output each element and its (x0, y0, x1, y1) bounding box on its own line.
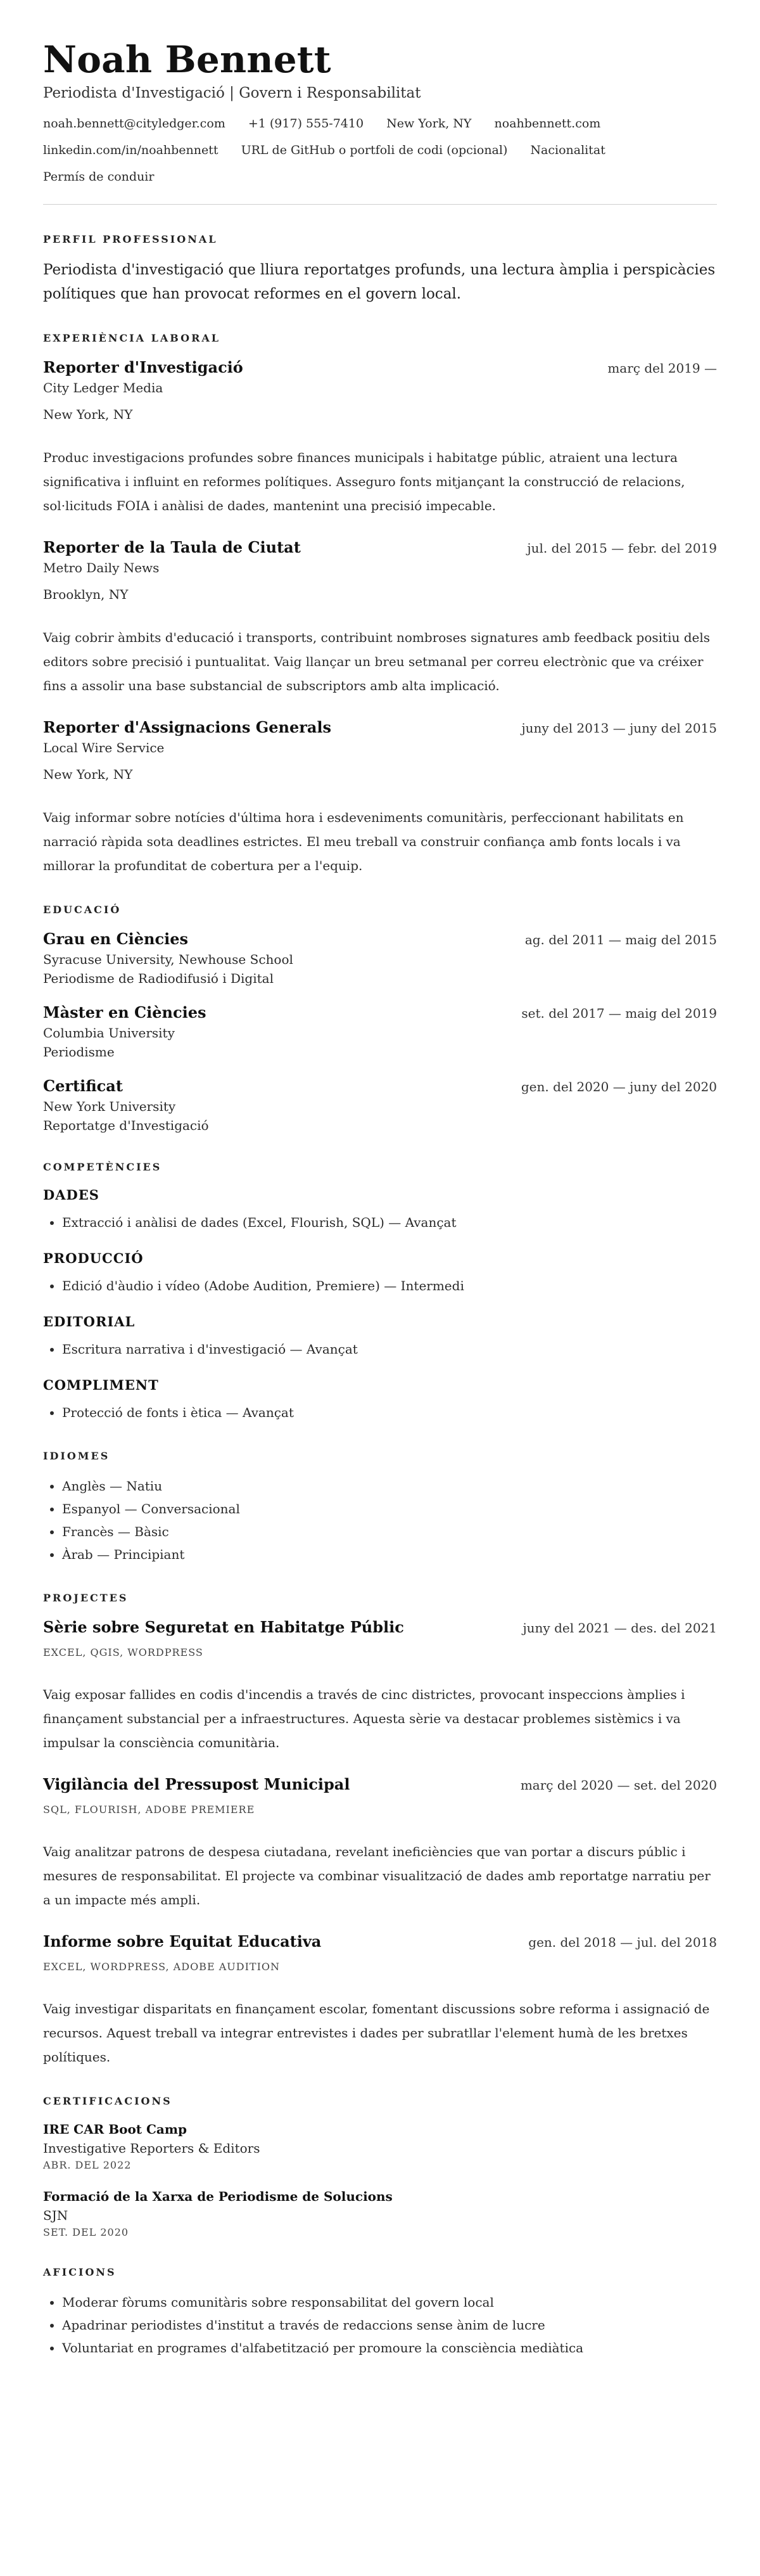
education-entry (43, 1002, 717, 1061)
contact-phone[interactable]: +1 (917) 555-7410 (248, 117, 364, 131)
project-entry (43, 1617, 717, 1755)
certifications-section (43, 2094, 717, 2240)
contact-linkedin[interactable]: linkedin.com/in/noahbennett (43, 143, 218, 157)
job-description: Vaig informar sobre notícies d'última hora i esdeveniments comunitàris, perfeccionant habilitats en narració ràpida sota deadlines estrictes. El meu treball va construir confiança amb fonts locals i va millorar la profunditat de cobertura per a l'equip. (43, 810, 684, 873)
job-location: New York, NY (43, 767, 133, 782)
employer: City Ledger Media (43, 380, 163, 395)
job-dates: jul. del 2015 — febr. del 2019 (527, 541, 717, 556)
education-section (43, 903, 717, 1135)
skills-section (43, 1160, 717, 1424)
skill-category: PRODUCCIÓ (43, 1250, 144, 1266)
language-item: • Espanyol — Conversacional (62, 1497, 717, 1520)
hobbies-section (43, 2265, 717, 2359)
job-dates: juny del 2013 — juny del 2015 (521, 721, 717, 736)
job-dates: març del 2019 — (607, 361, 717, 376)
project-name: Informe sobre Equitat Educativa (43, 1932, 322, 1951)
job-title: Reporter de la Taula de Ciutat (43, 538, 301, 556)
employer: Metro Daily News (43, 560, 160, 575)
degree: Màster en Ciències (43, 1003, 206, 1022)
section-title: PROJECTES (43, 1592, 129, 1604)
project-name: Vigilància del Pressupost Municipal (43, 1775, 350, 1793)
certification-date: ABR. DEL 2022 (43, 2159, 132, 2171)
skill-list (43, 1338, 717, 1361)
languages-section (43, 1449, 717, 1566)
skill-list (43, 1401, 717, 1424)
job-title: Reporter d'Investigació (43, 358, 243, 376)
section-title: AFICIONS (43, 2266, 117, 2278)
contact-github[interactable]: URL de GitHub o portfoli de codi (opcional) (241, 143, 508, 157)
project-entry (43, 1774, 717, 1912)
project-description: Vaig exposar fallides en codis d'incendis a través de cinc districtes, provocant inspeccions àmplies i finançament substancial per a infraestructures. Aquesta sèrie va destacar problemes sistèmics i va impulsar la consciència comunitària. (43, 1687, 685, 1750)
language-item: • Àrab — Principiant (62, 1543, 717, 1566)
section-title: PERFIL PROFESSIONAL (43, 233, 218, 245)
degree: Certificat (43, 1077, 123, 1095)
school: New York University (43, 1099, 176, 1114)
section-title: EDUCACIÓ (43, 904, 122, 916)
contact-driving-license: Permís de conduir (43, 170, 155, 184)
certification-date: SET. DEL 2020 (43, 2226, 129, 2238)
hobby-item: • Voluntariat en programes d'alfabetització per promoure la consciència mediàtica (62, 2336, 717, 2359)
project-tech: EXCEL, QGIS, WORDPRESS (43, 1646, 203, 1658)
project-name: Sèrie sobre Seguretat en Habitatge Públic (43, 1618, 404, 1636)
field-of-study: Periodisme de Radiodifusió i Digital (43, 971, 274, 986)
skill-category: COMPLIMENT (43, 1377, 159, 1393)
certification-name: Formació de la Xarxa de Periodisme de Solucions (43, 2189, 393, 2204)
employer: Local Wire Service (43, 740, 165, 755)
experience-entry (43, 537, 717, 698)
education-dates: set. del 2017 — maig del 2019 (521, 1006, 717, 1021)
experience-section (43, 331, 717, 878)
project-dates: gen. del 2018 — jul. del 2018 (528, 1935, 717, 1950)
school: Columbia University (43, 1025, 175, 1041)
education-entry (43, 928, 717, 988)
project-description: Vaig investigar disparitats en finançament escolar, fomentant discussions sobre reforma i assignació de recursos. Aquest treball va integrar entrevistes i dades per subratllar l'element humà de les bretxes polítiques. (43, 2001, 710, 2065)
job-title: Reporter d'Assignacions Generals (43, 718, 332, 736)
project-description: Vaig analitzar patrons de despesa ciutadana, revelant ineficiències que van portar a discurs públic i mesures de responsabilitat. El projecte va combinar visualització de dades amb reportatge narratiu per a un impacte més ampli. (43, 1844, 711, 1907)
section-title: CERTIFICACIONS (43, 2095, 172, 2107)
field-of-study: Reportatge d'Investigació (43, 1118, 209, 1133)
project-dates: juny del 2021 — des. del 2021 (522, 1620, 717, 1636)
job-description: Vaig cobrir àmbits d'educació i transports, contribuint nombroses signatures amb feedback positiu dels editors sobre precisió i puntualitat. Vaig llançar un breu setmanal per correu electrònic que va créixer fins a assolir una base substancial de subscriptors amb alta implicació. (43, 630, 711, 693)
contact-website[interactable]: noahbennett.com (494, 117, 601, 131)
degree: Grau en Ciències (43, 930, 189, 948)
skill-list (43, 1211, 717, 1234)
experience-entry (43, 357, 717, 518)
project-tech: SQL, FLOURISH, ADOBE PREMIERE (43, 1804, 255, 1816)
job-location: New York, NY (43, 407, 133, 422)
hobby-list (43, 2291, 717, 2359)
project-tech: EXCEL, WORDPRESS, ADOBE AUDITION (43, 1961, 280, 1973)
language-item: • Francès — Bàsic (62, 1520, 717, 1543)
skill-category: EDITORIAL (43, 1314, 136, 1330)
contact-location: New York, NY (386, 117, 472, 131)
education-entry (43, 1075, 717, 1135)
experience-entry (43, 717, 717, 878)
school: Syracuse University, Newhouse School (43, 952, 293, 967)
contact-nationality: Nacionalitat (530, 143, 605, 157)
project-entry (43, 1931, 717, 2069)
projects-section (43, 1591, 717, 2069)
job-location: Brooklyn, NY (43, 587, 129, 602)
certification-name: IRE CAR Boot Camp (43, 2122, 187, 2137)
job-description: Produc investigacions profundes sobre finances municipals i habitatge públic, atraient una lectura significativa i influint en reformes polítiques. Asseguro fonts mitjançant la construcció de relacions, sol·licituds FOIA i anàlisi de dades, mantenint una precisió impecable. (43, 450, 685, 513)
education-dates: ag. del 2011 — maig del 2015 (524, 932, 717, 947)
skill-category: DADES (43, 1187, 99, 1203)
language-item: • Anglès — Natiu (62, 1475, 717, 1497)
contact-info (43, 114, 717, 194)
skill-item: • Protecció de fonts i ètica — Avançat (62, 1401, 717, 1424)
skill-list (43, 1274, 717, 1297)
field-of-study: Periodisme (43, 1044, 115, 1060)
skill-item: • Extracció i anàlisi de dades (Excel, Flourish, SQL) — Avançat (62, 1211, 717, 1234)
certification-entry (43, 2120, 717, 2173)
certification-entry (43, 2187, 717, 2240)
hobby-item: • Moderar fòrums comunitàris sobre responsabilitat del govern local (62, 2291, 717, 2314)
summary-text: Periodista d'investigació que lliura reportatges profunds, una lectura àmplia i perspicàcies polítiques que han provocat reformes en el govern local. (43, 262, 716, 302)
language-list (43, 1475, 717, 1566)
headline: Periodista d'Investigació | Govern i Responsabilitat (43, 85, 421, 101)
header-divider (43, 204, 717, 205)
certification-issuer: SJN (43, 2208, 68, 2223)
education-dates: gen. del 2020 — juny del 2020 (521, 1079, 717, 1094)
section-title: IDIOMES (43, 1450, 110, 1462)
certification-issuer: Investigative Reporters & Editors (43, 2141, 260, 2156)
summary-section (43, 233, 717, 306)
section-title: EXPERIÈNCIA LABORAL (43, 332, 221, 344)
candidate-name: Noah Bennett (43, 38, 331, 81)
skill-item: • Edició d'àudio i vídeo (Adobe Audition, Premiere) — Intermedi (62, 1274, 717, 1297)
contact-email[interactable]: noah.bennett@cityledger.com (43, 117, 225, 131)
section-title: COMPETÈNCIES (43, 1161, 162, 1173)
project-dates: març del 2020 — set. del 2020 (520, 1778, 717, 1793)
hobby-item: • Apadrinar periodistes d'institut a través de redaccions sense ànim de lucre (62, 2314, 717, 2336)
skill-item: • Escritura narrativa i d'investigació — Avançat (62, 1338, 717, 1361)
